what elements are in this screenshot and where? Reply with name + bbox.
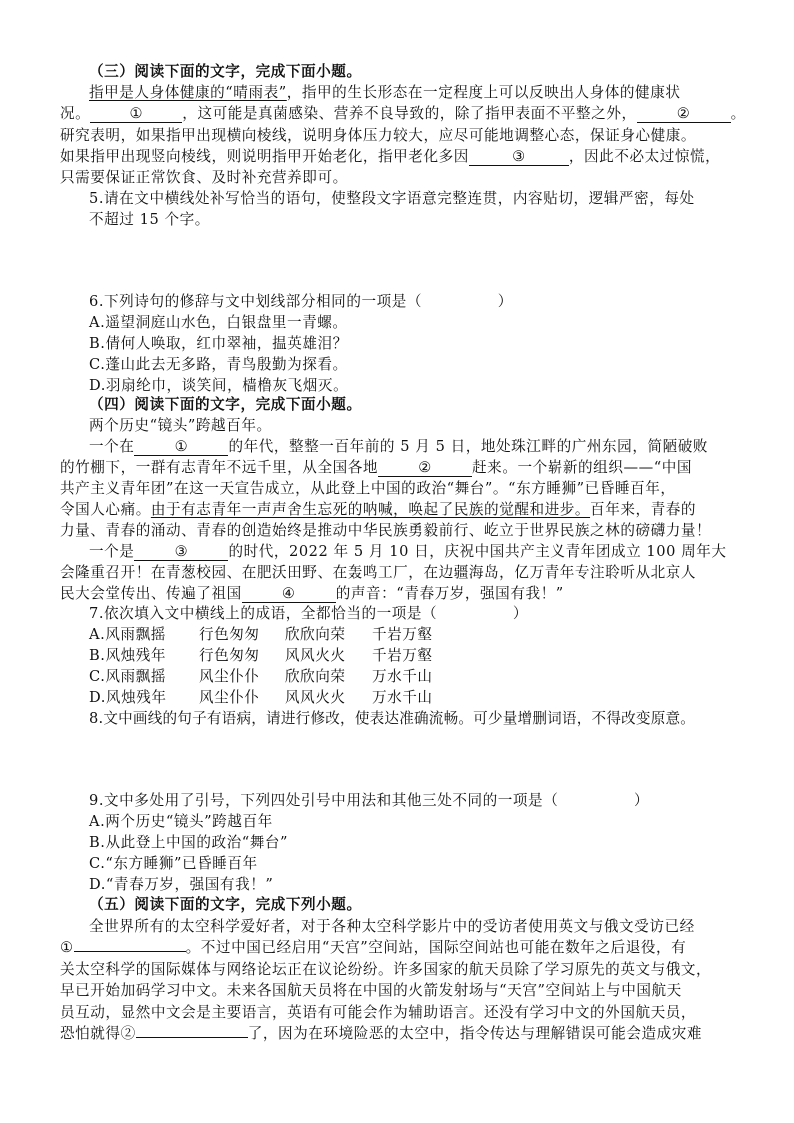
s4-line-4: 令国人心痛。由于有志青年一声声舍生忘死的呐喊，唤起了民族的觉醒和进步。百年来，青春的 (60, 501, 697, 518)
q7-option-a: A.风雨飘摇 行色匆匆 欣欣向荣 千岩万壑 (89, 626, 433, 643)
s5-line-4: 早已开始加码学习中文。未来各国航天员将在中国的火箭发射场与“天宫”空间站上与中国航天 (60, 982, 682, 999)
s5-line-3: 关太空科学的国际媒体与网络论坛正在议论纷纷。许多国家的航天员除了学习原先的英文与俄文， (60, 961, 712, 978)
q9-option-c: C.“东方睡狮”已昏睡百年 (89, 855, 258, 872)
s3-underlined-sentence: 指甲是人身体健康的“晴雨表” (89, 84, 287, 101)
question-7: 7.依次填入文中横线上的成语，全都恰当的一项是（ ） (89, 605, 529, 622)
blank-s4-2: ② (378, 460, 472, 477)
question-5: 5.请在文中横线处补写恰当的语句，使整段文字语意完整连贯，内容贴切，逻辑严密，每处 (89, 190, 695, 207)
blank-s4-1: ① (134, 439, 228, 456)
s4-title: 两个历史“镜头”跨越百年。 (89, 417, 272, 434)
s4-line-3: 共产主义青年团”在这一天宣告成立，从此登上中国的政治“舞台”。“东方睡狮”已昏睡百年， (60, 480, 676, 497)
q9-option-a: A.两个历史“镜头”跨越百年 (89, 813, 273, 830)
q6-option-d: D.羽扇纶巾，谈笑间，樯橹灰飞烟灭。 (89, 377, 349, 394)
blank-s5-1 (74, 951, 186, 952)
s3-line-5: 只需要保证正常饮食、及时补充营养即可。 (60, 169, 348, 186)
blank-s4-3: ③ (134, 544, 228, 561)
s5-line-6: 恐怕就得② 了，因为在环境险恶的太空中，指令传达与理解错误可能会造成灾难 (60, 1025, 703, 1042)
s3-line-3: 研究表明，如果指甲出现横向棱线，说明身体压力较大，应尽可能地调整心态，保证身心健康。 (60, 127, 697, 144)
blank-s5-2 (136, 1037, 248, 1038)
blank-s4-4: ④ (242, 586, 336, 603)
section-3-header: （三）阅读下面的文字，完成下面小题。 (89, 63, 362, 80)
q6-option-b: B.倩何人唤取，红巾翠袖，揾英雄泪？ (89, 335, 348, 352)
q7-option-c: C.风雨飘摇 风尘仆仆 欣欣向荣 万水千山 (89, 668, 433, 685)
section-5-header: （五）阅读下面的文字，完成下列小题。 (89, 896, 362, 913)
s4-underlined-sentence: 由于有志青年一声声舍生忘死的呐喊，唤起了民族的觉醒和进步。 (150, 501, 591, 518)
s5-line-2: ① 。不过中国已经启用“天宫”空间站，国际空间站也可能在数年之后退役，有 (60, 939, 687, 956)
blank-2: ② (637, 106, 731, 123)
q6-option-a: A.遥望洞庭山水色，白银盘里一青螺。 (89, 314, 348, 331)
question-6: 6.下列诗句的修辞与文中划线部分相同的一项是（ ） (89, 293, 513, 310)
s4-line-2: 的竹棚下，一群有志青年不远千里，从全国各地 ② 赶来。一个崭新的组织——“中国 (60, 459, 693, 476)
section-4-header: （四）阅读下面的文字，完成下面小题。 (89, 396, 362, 413)
s5-line-1: 全世界所有的太空科学爱好者，对于各种太空科学影片中的受访者使用英文与俄文受访已经 (89, 918, 695, 935)
s4-line-5: 力量、青春的涌动、青春的创造始终是推动中华民族勇毅前行、屹立于世界民族之林的磅礴力量！ (60, 522, 712, 539)
q6-option-c: C.蓬山此去无多路，青鸟殷勤为探看。 (89, 356, 348, 373)
q9-option-b: B.从此登上中国的政治“舞台” (89, 834, 289, 851)
question-8: 8.文中画线的句子有语病，请进行修改，使表达准确流畅。可少量增删词语，不得改变原意。 (89, 710, 696, 727)
s4-line-6: 一个是 ③ 的时代，2022 年 5 月 10 日，庆祝中国共产主义青年团成立 100 周年大 (89, 543, 727, 560)
q7-option-d: D.风烛残年 风尘仆仆 风风火火 万水千山 (89, 689, 433, 706)
question-5-cont: 不超过 15 个字。 (89, 211, 210, 228)
s4-line-8: 民大会堂传出、传遍了祖国 ④ 的声音：“青春万岁，强国有我！” (60, 585, 564, 602)
question-9: 9.文中多处用了引号，下列四处引号中用法和其他三处不同的一项是（ ） (89, 792, 650, 809)
s4-line-7: 会隆重召开！在青葱校园、在肥沃田野、在轰鸣工厂，在边疆海岛，亿万青年专注聆听从北京人 (60, 564, 697, 581)
blank-3: ③ (469, 149, 569, 166)
s3-line-2: 况。 ① ，这可能是真菌感染、营养不良导致的，除了指甲表面不平整之外， ② 。 (60, 105, 746, 122)
s3-line-4: 如果指甲出现竖向棱线，则说明指甲开始老化，指甲老化多因 ③ ，因此不必太过惊慌， (60, 148, 721, 165)
s5-line-5: 员互动，显然中文会是主要语言，英语有可能会作为辅助语言。还没有学习中文的外国航天员， (60, 1004, 697, 1021)
s4-line-1: 一个在 ① 的年代，整整一百年前的 5 月 5 日，地处珠江畔的广州东园，简陋破败 (89, 438, 709, 455)
q9-option-d: D.“青春万岁，强国有我！” (89, 876, 274, 893)
blank-1: ① (90, 106, 182, 123)
q7-option-b: B.风烛残年 行色匆匆 风风火火 千岩万壑 (89, 647, 433, 664)
s3-line-1: 指甲是人身体健康的“晴雨表”，指甲的生长形态在一定程度上可以反映出人身体的健康状 (89, 84, 681, 101)
